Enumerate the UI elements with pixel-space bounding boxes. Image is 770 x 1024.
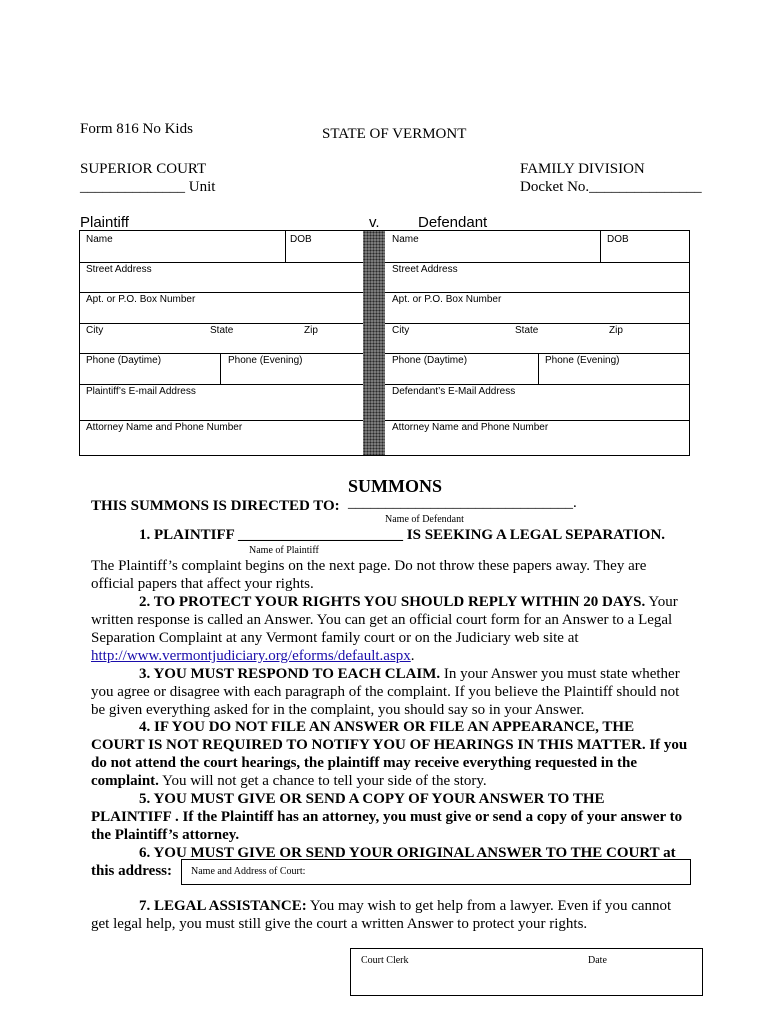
summons-title: SUMMONS xyxy=(348,476,442,496)
item-4-line2: COURT IS NOT REQUIRED TO NOTIFY YOU OF HEARINGS IN THIS MATTER. If you xyxy=(91,737,688,753)
defendant-zip-field[interactable]: Zip xyxy=(609,325,623,336)
defendant-state-field[interactable]: State xyxy=(515,325,539,336)
plaintiff-phone-day-field[interactable]: Phone (Daytime) xyxy=(86,355,162,366)
defendant-name-field[interactable]: Name xyxy=(392,234,419,245)
item-2-line2: written response is called an Answer. You can get an official court form for an Answer to a Legal xyxy=(91,612,673,628)
plaintiff-apt-field[interactable]: Apt. or P.O. Box Number xyxy=(86,294,196,305)
item-3-line1: 3. YOU MUST RESPOND TO EACH CLAIM. In your Answer you must state whether xyxy=(139,666,680,682)
item-6-line2: this address: xyxy=(91,863,172,879)
plaintiff-street-field[interactable]: Street Address xyxy=(86,264,152,275)
defendant-attorney-field[interactable]: Attorney Name and Phone Number xyxy=(392,422,549,433)
item-2-line4: http://www.vermontjudiciary.org/eforms/default.aspx. xyxy=(91,648,415,664)
plaintiff-name-field[interactable]: Name xyxy=(86,234,113,245)
court-clerk-label: Court Clerk xyxy=(361,955,409,966)
item-7-line2: get legal help, you must still give the court a written Answer to protect your rights. xyxy=(91,916,588,932)
name-of-defendant-caption: Name of Defendant xyxy=(385,514,464,525)
party-info-table xyxy=(79,230,690,456)
name-of-plaintiff-caption: Name of Plaintiff xyxy=(249,545,319,556)
date-label: Date xyxy=(588,955,607,966)
defendant-phone-day-field[interactable]: Phone (Daytime) xyxy=(392,355,468,366)
plaintiff-attorney-field[interactable]: Attorney Name and Phone Number xyxy=(86,422,243,433)
defendant-phone-eve-field[interactable]: Phone (Evening) xyxy=(545,355,620,366)
table-divider-bar xyxy=(363,231,385,455)
item-2-line1: 2. TO PROTECT YOUR RIGHTS YOU SHOULD REPLY WITHIN 20 DAYS. Your xyxy=(139,594,678,610)
defendant-heading: Defendant xyxy=(418,214,488,231)
item-7-line1: 7. LEGAL ASSISTANCE: You may wish to get help from a lawyer. Even if you cannot xyxy=(139,898,672,914)
state-title: STATE OF VERMONT xyxy=(322,126,467,142)
court-address-label: Name and Address of Court: xyxy=(191,866,306,877)
item-5-line1: 5. YOU MUST GIVE OR SEND A COPY OF YOUR ANSWER TO THE xyxy=(139,791,605,807)
para1-line1: The Plaintiff’s complaint begins on the next page. Do not throw these papers away. They are xyxy=(91,558,647,574)
defendant-city-field[interactable]: City xyxy=(392,325,410,336)
plaintiff-state-field[interactable]: State xyxy=(210,325,234,336)
para1-line2: official papers that affect your rights. xyxy=(91,576,314,592)
defendant-street-field[interactable]: Street Address xyxy=(392,264,458,275)
defendant-dob-field[interactable]: DOB xyxy=(607,234,629,245)
form-id: Form 816 No Kids xyxy=(80,121,193,137)
defendant-email-field[interactable]: Defendant’s E-Mail Address xyxy=(392,386,516,397)
judiciary-forms-link[interactable]: http://www.vermontjudiciary.org/eforms/default.aspx xyxy=(91,648,411,664)
item-4-line1: 4. IF YOU DO NOT FILE AN ANSWER OR FILE AN APPEARANCE, THE xyxy=(139,719,635,735)
court-address-field[interactable] xyxy=(181,859,691,885)
item-6-line1: 6. YOU MUST GIVE OR SEND YOUR ORIGINAL ANSWER TO THE COURT at xyxy=(139,845,676,861)
defendant-apt-field[interactable]: Apt. or P.O. Box Number xyxy=(392,294,502,305)
docket-field[interactable]: Docket No._______________ xyxy=(520,179,702,195)
plaintiff-dob-field[interactable]: DOB xyxy=(290,234,312,245)
item-2-line3: Separation Complaint at any Vermont family court or on the Judiciary web site at xyxy=(91,630,579,646)
versus-label: v. xyxy=(369,214,380,231)
plaintiff-zip-field[interactable]: Zip xyxy=(304,325,318,336)
item-1-plaintiff: 1. PLAINTIFF ______________________ IS SEEKING A LEGAL SEPARATION. xyxy=(139,527,666,543)
division-name: FAMILY DIVISION xyxy=(520,161,645,177)
item-3-line2: you agree or disagree with each paragraph of the complaint. If you believe the Plaintiff should not xyxy=(91,684,680,700)
directed-to-label: THIS SUMMONS IS DIRECTED TO: xyxy=(91,498,340,514)
clerk-signature-box[interactable] xyxy=(350,948,703,996)
plaintiff-heading: Plaintiff xyxy=(80,214,129,231)
item-3-line3: be given everything asked for in the complaint, you should say so in your Answer. xyxy=(91,702,585,718)
plaintiff-phone-eve-field[interactable]: Phone (Evening) xyxy=(228,355,303,366)
item-5-line3: the Plaintiff’s attorney. xyxy=(91,827,240,843)
unit-field[interactable]: ______________ Unit xyxy=(80,179,216,195)
item-5-line2: PLAINTIFF . If the Plaintiff has an attorney, you must give or send a copy of your answer to xyxy=(91,809,683,825)
plaintiff-email-field[interactable]: Plaintiff’s E-mail Address xyxy=(86,386,196,397)
item-4-line4: complaint. You will not get a chance to tell your side of the story. xyxy=(91,773,487,789)
defendant-name-blank[interactable]: ______________________________. xyxy=(348,495,577,511)
plaintiff-city-field[interactable]: City xyxy=(86,325,104,336)
court-name: SUPERIOR COURT xyxy=(80,161,207,177)
item-4-line3: do not attend the court hearings, the plaintiff may receive everything requested in the xyxy=(91,755,638,771)
